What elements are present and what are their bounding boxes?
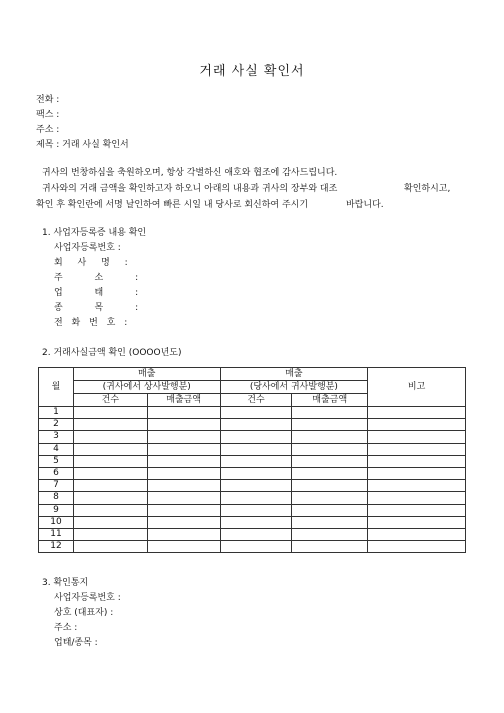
month-cell: 5 xyxy=(39,455,74,467)
month-cell: 8 xyxy=(39,492,74,504)
company-address-field: 주 소 : xyxy=(54,273,140,283)
month-cell: 2 xyxy=(39,419,74,431)
table-row xyxy=(39,492,466,504)
month-cell: 7 xyxy=(39,480,74,492)
address-label: 주소 : xyxy=(36,125,60,135)
sales-group1-title: 매출 xyxy=(73,368,220,381)
intro-line-1: 귀사의 번창하심을 축원하오며, 항상 각별하신 애호와 협조에 감사드립니다. xyxy=(42,168,338,178)
table-row xyxy=(39,407,466,419)
sales-group1-subtitle: (귀사에서 상사발행분) xyxy=(73,381,220,394)
count-header-2: 건수 xyxy=(220,394,292,407)
intro-line-2-tail: 확인하시고, xyxy=(404,184,451,194)
phone-number-field: 전 화 번 호 : xyxy=(54,318,129,328)
sales-group2-subtitle: (당사에서 귀사발행분) xyxy=(220,381,368,394)
company-name-field: 회 사 명 : xyxy=(54,258,129,268)
table-row xyxy=(39,431,466,443)
month-cell: 10 xyxy=(39,516,74,528)
business-type-field: 업 태 : xyxy=(54,288,140,298)
section2-heading: 2. 거래사실금액 확인 (OOOO년도) xyxy=(42,348,182,358)
count-header-1: 건수 xyxy=(73,394,147,407)
section3-heading: 3. 확인통지 xyxy=(42,578,89,588)
table-row xyxy=(39,516,466,528)
month-cell: 6 xyxy=(39,467,74,479)
intro-line-3: 확인 후 확인란에 서명 날인하여 빠른 시일 내 당사로 회신하여 주시기 xyxy=(36,200,309,210)
confirm-company-rep-field: 상호 (대표자) : xyxy=(54,608,114,618)
sales-table xyxy=(38,367,466,553)
month-cell: 11 xyxy=(39,528,74,540)
month-header: 월 xyxy=(39,368,74,407)
amount-header-1: 매출금액 xyxy=(147,394,220,407)
table-row xyxy=(39,541,466,553)
confirm-address-field: 주소 : xyxy=(54,623,78,633)
month-cell: 9 xyxy=(39,504,74,516)
document-title: 거래 사실 확인서 xyxy=(199,64,305,79)
confirm-reg-number-field: 사업자등록번호 : xyxy=(54,593,121,603)
intro-line-3-tail: 바랍니다. xyxy=(346,200,384,210)
table-row xyxy=(39,528,466,540)
business-reg-number-field: 사업자등록번호 : xyxy=(54,243,121,253)
table-row xyxy=(39,504,466,516)
fax-label: 팩스 : xyxy=(36,110,60,120)
amount-header-2: 매출금액 xyxy=(292,394,368,407)
confirm-business-type-field: 업태/종목 : xyxy=(54,638,98,648)
business-item-field: 종 목 : xyxy=(54,303,140,313)
sales-group2-title: 매출 xyxy=(220,368,368,381)
month-cell: 3 xyxy=(39,431,74,443)
phone-label: 전화 : xyxy=(36,95,60,105)
intro-line-2: 귀사와의 거래 금액을 확인하고자 하오니 아래의 내용과 귀사의 장부와 대조 xyxy=(42,184,338,194)
table-row xyxy=(39,443,466,455)
table-row xyxy=(39,455,466,467)
section1-heading: 1. 사업자등록증 내용 확인 xyxy=(42,228,147,238)
subject-label: 제목 : 거래 사실 확인서 xyxy=(36,140,129,150)
table-row xyxy=(39,467,466,479)
month-cell: 12 xyxy=(39,541,74,553)
table-row xyxy=(39,419,466,431)
month-cell: 4 xyxy=(39,443,74,455)
month-cell: 1 xyxy=(39,407,74,419)
table-row xyxy=(39,480,466,492)
note-header: 비고 xyxy=(368,368,466,407)
